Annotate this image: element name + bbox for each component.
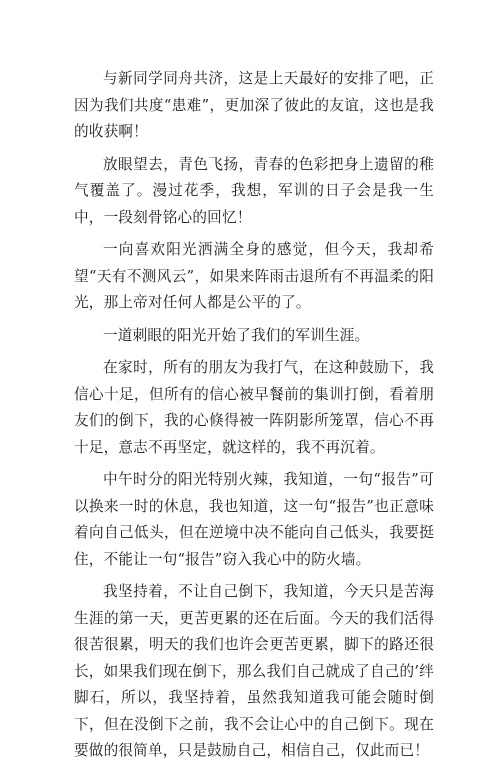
paragraph-4: 一道刺眼的阳光开始了我们的军训生涯。 — [103, 326, 370, 344]
paragraph-3: 一向喜欢阳光洒满全身的感觉，但今天，我却希望“天有不测风云”，如果来阵雨击退所有不再温柔的阳光，那上帝对任何人都是公平的了。 — [74, 241, 434, 311]
document-body — [74, 66, 434, 771]
paragraph-6: 中午时分的阳光特别火辣，我知道，一句“报告”可以换来一时的休息，我也知道，这一句“报告”也正意味着向自己低头，但在逆境中决不能向自己低头，我要挺住，不能让一句“报告”窃入我心中的防火墙。 — [74, 471, 434, 568]
paragraph-2: 放眼望去，青色飞扬，青春的色彩把身上遗留的稚气覆盖了。漫过花季，我想，军训的日子会是我一生中，一段刻骨铭心的回忆！ — [74, 155, 434, 226]
paragraph-1: 与新同学同舟共济，这是上天最好的安排了吧，正因为我们共度“患难”，更加深了彼此的友谊，这也是我的收获啊！ — [74, 70, 434, 140]
paragraph-5: 在家时，所有的朋友为我打气，在这种鼓励下，我信心十足，但所有的信心被早餐前的集训打倒，看着朋友们的倒下，我的心倏得被一阵阴影所笼罩，信心不再十足，意志不再坚定，就这样的，我不再沉着。 — [74, 359, 434, 456]
paragraph-7: 我坚持着，不让自己倒下，我知道，今天只是苦海生涯的第一天，更苦更累的还在后面。今天的我们活得很苦很累，明天的我们也许会更苦更累，脚下的路还很长，如果我们现在倒下，那么我们自己就成了自己的’绊脚石，所以，我坚持着，虽然我知道我可能会随时倒下，但在没倒下之前，我不会让心中的自己倒下。现在要做的很简单，只是鼓励自己，相信自己，仅此而已！ — [74, 583, 434, 759]
